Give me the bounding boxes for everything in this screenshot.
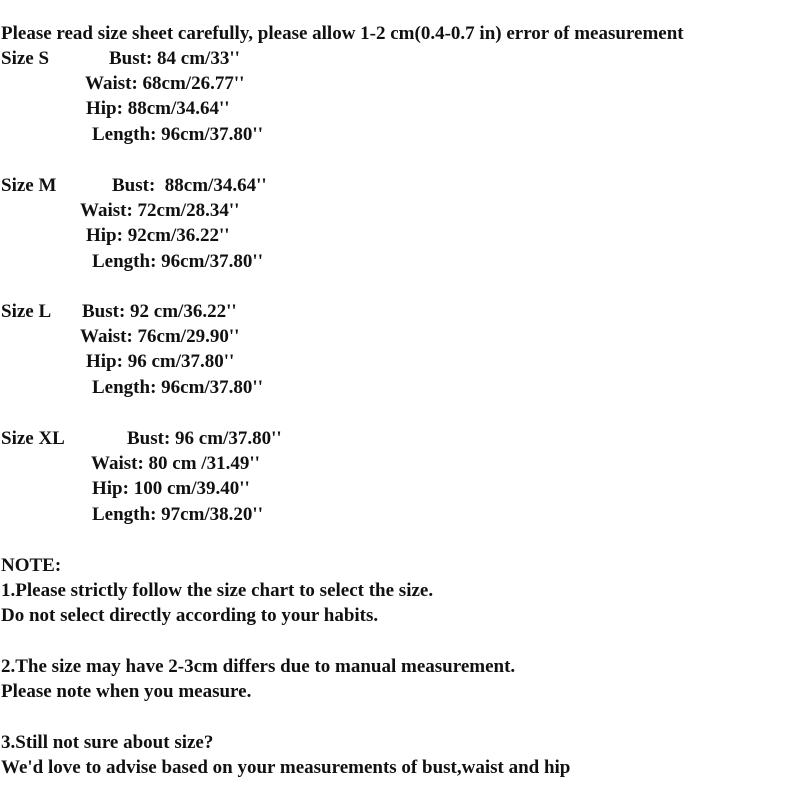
size-s-bust: Bust: 84 cm/33'' bbox=[109, 48, 240, 69]
size-xl-hip: Hip: 100 cm/39.40'' bbox=[92, 478, 250, 499]
size-l-hip: Hip: 96 cm/37.80'' bbox=[86, 351, 235, 372]
size-xl-length: Length: 97cm/38.20'' bbox=[92, 504, 263, 525]
size-m-bust: Bust: 88cm/34.64'' bbox=[112, 175, 267, 196]
size-m-waist: Waist: 72cm/28.34'' bbox=[80, 200, 240, 221]
note-1-line-1: 1.Please strictly follow the size chart to select the size. bbox=[1, 580, 434, 601]
size-xl-waist: Waist: 80 cm /31.49'' bbox=[91, 453, 260, 474]
note-2-line-1: 2.The size may have 2-3cm differs due to manual measurement. bbox=[1, 656, 516, 677]
size-s-waist: Waist: 68cm/26.77'' bbox=[85, 73, 245, 94]
note-title: NOTE: bbox=[1, 555, 62, 576]
size-s-length: Length: 96cm/37.80'' bbox=[92, 124, 263, 145]
note-1-line-2: Do not select directly according to your habits. bbox=[1, 605, 379, 626]
note-3-line-2: We'd love to advise based on your measurements of bust,waist and hip bbox=[1, 757, 571, 778]
intro-text: Please read size sheet carefully, please allow 1-2 cm(0.4-0.7 in) error of measurement bbox=[1, 23, 684, 44]
size-xl-bust: Bust: 96 cm/37.80'' bbox=[127, 428, 282, 449]
note-2-line-2: Please note when you measure. bbox=[1, 681, 252, 702]
size-l-label: Size L bbox=[1, 301, 52, 322]
size-m-label: Size M bbox=[1, 175, 57, 196]
size-xl-label: Size XL bbox=[1, 428, 65, 449]
note-3-line-1: 3.Still not sure about size? bbox=[1, 732, 214, 753]
size-l-length: Length: 96cm/37.80'' bbox=[92, 377, 263, 398]
size-s-label: Size S bbox=[1, 48, 50, 69]
size-l-waist: Waist: 76cm/29.90'' bbox=[80, 326, 240, 347]
size-l-bust: Bust: 92 cm/36.22'' bbox=[82, 301, 237, 322]
size-m-length: Length: 96cm/37.80'' bbox=[92, 251, 263, 272]
size-m-hip: Hip: 92cm/36.22'' bbox=[86, 225, 230, 246]
size-s-hip: Hip: 88cm/34.64'' bbox=[86, 98, 230, 119]
